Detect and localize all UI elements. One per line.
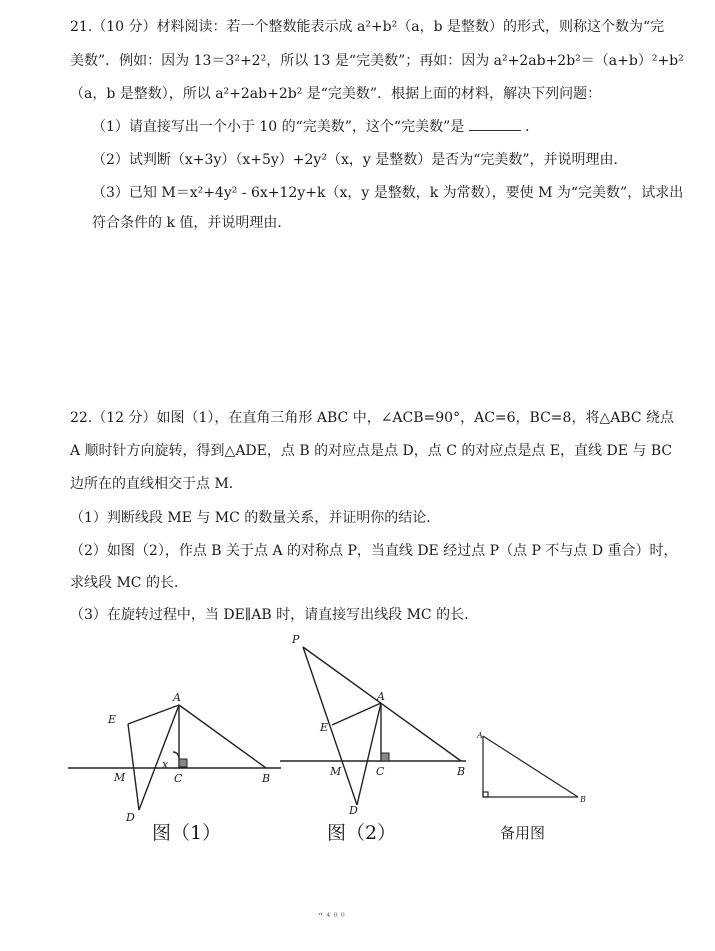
q21-part1 <box>92 118 539 136</box>
line-pd <box>303 647 357 805</box>
label-p: P <box>292 633 300 646</box>
q21-part1-end: ． <box>525 119 540 135</box>
q22-part3: （3）在旋转过程中，当 DE∥AB 时，请直接写出线段 MC 的长． <box>70 607 479 623</box>
label-c: C <box>174 772 183 785</box>
q21-line1: 21.（10 分）材料阅读：若一个整数能表示成 a²+b²（a，b 是整数）的形式，则称这个数为“完 <box>70 19 665 35</box>
label-x: x <box>162 758 169 771</box>
segment-ab <box>179 705 266 768</box>
q22-part2-line1: （2）如图（2），作点 B 关于点 A 的对称点 P，当直线 DE 经过点 P（点 P 不与点 D 重合）时， <box>70 543 678 559</box>
label-b: B <box>262 772 271 785</box>
q21-part1-text: （1）请直接写出一个小于 10 的“完美数”，这个“完美数”是 <box>92 119 465 135</box>
q21-part2: （2）试判断（x+3y）（x+5y）+2y²（x，y 是整数）是否为“完美数”，并说明理由． <box>92 152 628 168</box>
label-m: M <box>330 765 342 778</box>
q21-part3-line2: 符合条件的 k 值，并说明理由． <box>92 215 292 231</box>
label-d: D <box>126 811 135 824</box>
label-m: M <box>114 771 126 784</box>
figure-3 <box>472 728 592 808</box>
angle-arc <box>173 752 179 758</box>
q22-part2-line2: 求线段 MC 的长． <box>70 575 188 591</box>
q22-line3: 边所在的直线相交于点 M． <box>70 476 243 492</box>
right-angle-mark <box>381 753 389 761</box>
segment-ae <box>128 705 179 724</box>
segment-pb <box>303 647 461 761</box>
label-e: E <box>108 713 117 726</box>
answer-blank <box>469 118 521 131</box>
label-b: B <box>457 765 466 778</box>
q22-line2: A 顺时针方向旋转，得到△ADE，点 B 的对应点是点 D，点 C 的对应点是点 E，直线 DE 与 BC <box>70 443 673 459</box>
segment-ed <box>128 724 139 810</box>
label-e: E <box>320 721 329 734</box>
figure-2-caption: 图（2） <box>327 822 397 844</box>
label-a: A <box>173 691 181 704</box>
q22-line1: 22.（12 分）如图（1），在直角三角形 ABC 中，∠ACB=90°，AC=6，BC=8，将△ABC 绕点 <box>70 410 675 426</box>
page-footer: “ ⁴ ⁰ ⁰ <box>318 912 345 923</box>
segment-ae <box>332 703 381 725</box>
q21-part3-line1: （3）已知 M＝x²+4y² - 6x+12y+k（x，y 是整数，k 为常数），要使 M 为“完美数”，试求出 <box>92 185 684 201</box>
label-a: A <box>477 731 483 740</box>
q21-line2: 美数”．例如：因为 13＝3²+2²，所以 13 是“完美数”；再如：因为 a²+2ab+2b²＝（a+b）²+b² <box>70 53 684 69</box>
figure-2 <box>278 630 478 820</box>
label-b: B <box>580 795 586 804</box>
q21-line3: （a，b 是整数），所以 a²+2ab+2b² 是“完美数”．根据上面的材料，解决下列问题： <box>70 86 602 102</box>
q22-part1: （1）判断线段 ME 与 MC 的数量关系，并证明你的结论． <box>70 510 441 526</box>
figure-1 <box>66 690 286 825</box>
right-angle-mark <box>179 759 187 767</box>
label-c: C <box>376 765 385 778</box>
figure-1-caption: 图（1） <box>152 822 222 844</box>
figure-3-caption: 备用图 <box>500 824 546 842</box>
segment-ad <box>357 703 381 805</box>
label-d: D <box>349 804 358 817</box>
segment-ab <box>483 736 578 797</box>
label-a: A <box>377 690 385 703</box>
segment-ad <box>139 705 179 810</box>
right-angle-mark <box>483 792 488 797</box>
